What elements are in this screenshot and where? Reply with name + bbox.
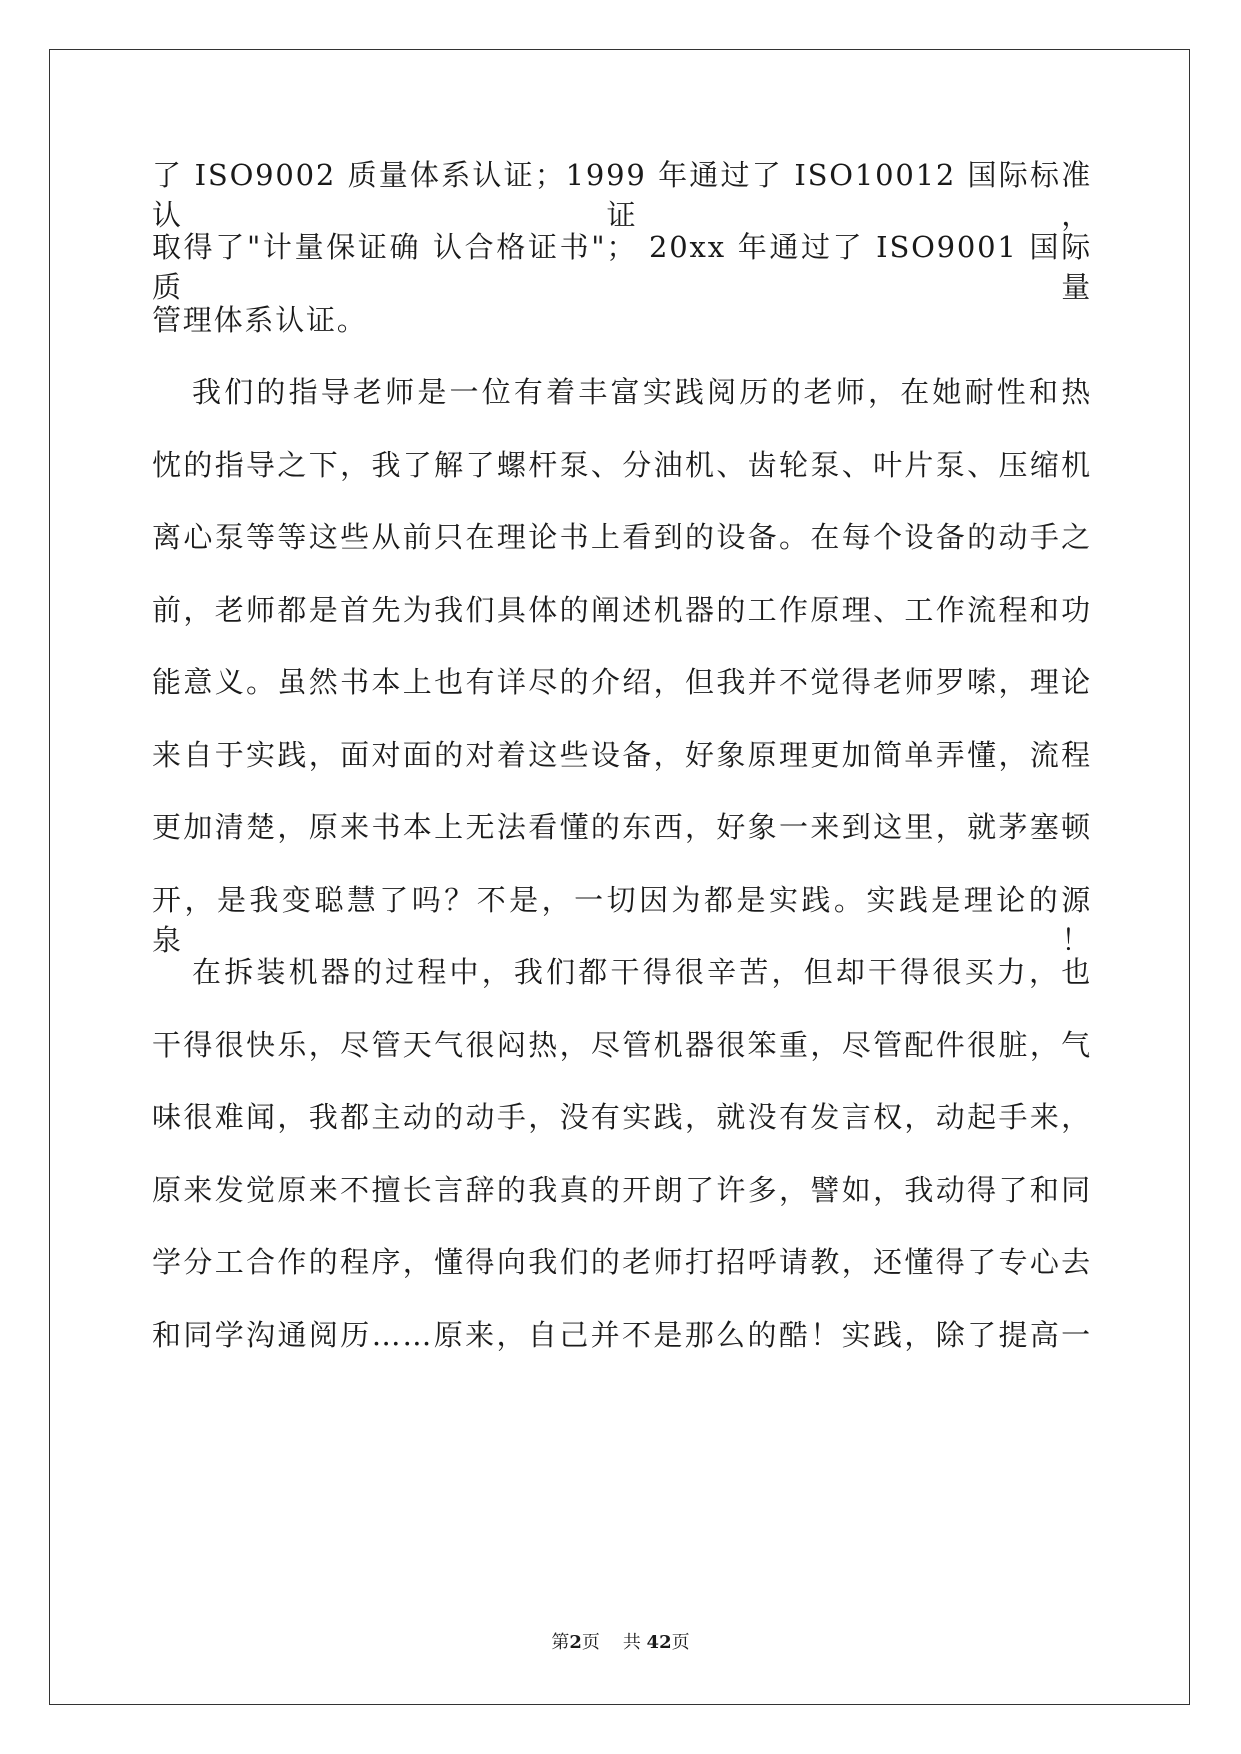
total-page-count: 42 xyxy=(646,1632,672,1653)
text-line-2: 取得了"计量保证确 认合格证书"； 20xx 年通过了 ISO9001 国际质量 xyxy=(152,230,1092,304)
text-line-3: 管理体系认证。 xyxy=(152,303,368,337)
text-line-14: 味很难闻，我都主动的动手，没有实践，就没有发言权，动起手来， xyxy=(152,1100,1092,1134)
text-line-10: 更加清楚，原来书本上无法看懂的东西，好象一来到这里，就茅塞顿 xyxy=(152,810,1092,844)
text-line-6: 离心泵等等这些从前只在理论书上看到的设备。在每个设备的动手之 xyxy=(152,520,1092,554)
footer-page-suffix: 页 xyxy=(581,1632,600,1653)
page-footer xyxy=(0,1628,1241,1654)
text-line-5: 忱的指导之下，我了解了螺杆泵、分油机、齿轮泵、叶片泵、压缩机 xyxy=(152,448,1092,482)
text-line-13: 干得很快乐，尽管天气很闷热，尽管机器很笨重，尽管配件很脏，气 xyxy=(152,1028,1092,1062)
text-line-9: 来自于实践，面对面的对着这些设备，好象原理更加简单弄懂，流程 xyxy=(152,738,1092,772)
text-line-7: 前，老师都是首先为我们具体的阐述机器的工作原理、工作流程和功 xyxy=(152,593,1092,627)
text-line-15: 原来发觉原来不擅长言辞的我真的开朗了许多，譬如，我动得了和同 xyxy=(152,1173,1092,1207)
current-page-number: 2 xyxy=(569,1632,582,1653)
text-line-12: 在拆装机器的过程中，我们都干得很辛苦，但却干得很买力，也 xyxy=(192,955,1092,989)
footer-prefix: 第 xyxy=(551,1632,570,1653)
text-line-1: 了 ISO9002 质量体系认证；1999 年通过了 ISO10012 国际标准认证， xyxy=(152,158,1092,232)
footer-total-suffix: 页 xyxy=(671,1632,690,1653)
text-line-16: 学分工合作的程序，懂得向我们的老师打招呼请教，还懂得了专心去 xyxy=(152,1245,1092,1279)
text-line-11: 开，是我变聪慧了吗？不是，一切因为都是实践。实践是理论的源泉！ xyxy=(152,883,1092,957)
text-line-17: 和同学沟通阅历……原来，自己并不是那么的酷！实践，除了提高一 xyxy=(152,1318,1092,1352)
text-line-4: 我们的指导老师是一位有着丰富实践阅历的老师，在她耐性和热 xyxy=(192,375,1092,409)
text-line-8: 能意义。虽然书本上也有详尽的介绍，但我并不觉得老师罗嗦，理论 xyxy=(152,665,1092,699)
footer-total-prefix: 共 xyxy=(622,1632,641,1653)
